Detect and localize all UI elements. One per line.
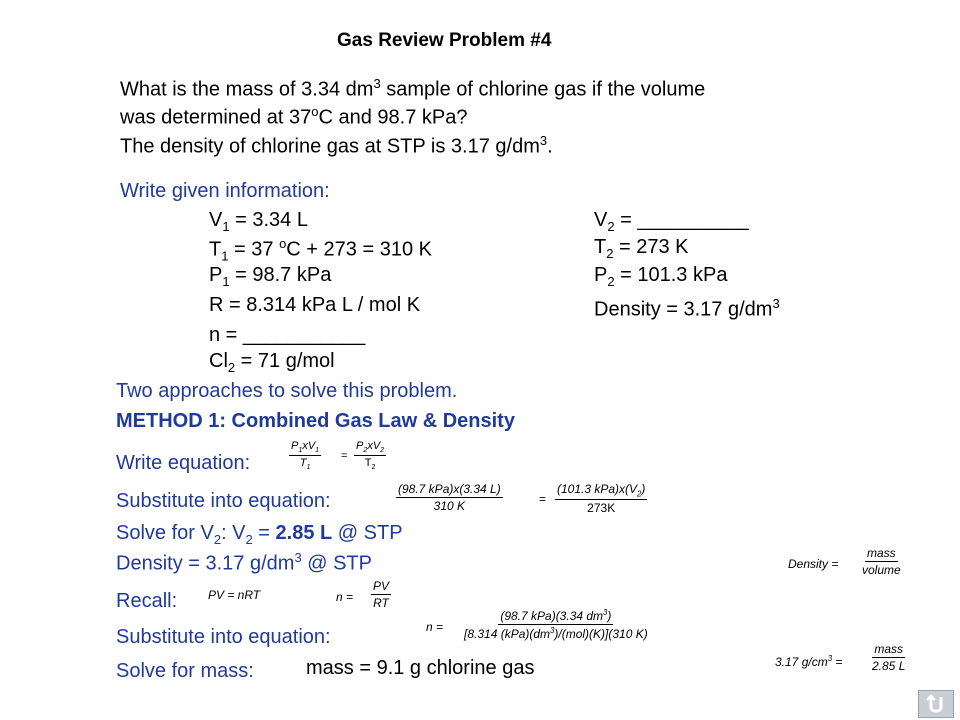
page-title: Gas Review Problem #4 [337,30,552,51]
given-p1: $P_1 = 98.7$ kPa [209,264,332,289]
density-formula-fraction: mass volume [862,546,901,577]
write-equation-label: Write equation: [116,452,251,474]
mass-formula-label: 3.17 $g/cm^3$ = [775,654,843,669]
given-cl2: $Cl_2 = 71$ g/mol [209,350,335,375]
given-density: Density = 3.17 $g/dm^3$ [594,296,780,321]
given-t1: $T_1 = 37$ $^o$C + 273 = 310 K [209,236,432,264]
return-button[interactable] [918,690,954,718]
density-stp-line: Density = 3.17 $g/dm^3$ @ STP [116,550,372,575]
given-p2: $P_2 = 101.3$ kPa [594,264,728,289]
method-1-heading: METHOD 1: Combined Gas Law & Density [116,410,515,432]
recall-n-fraction: $\frac{PV}{RT}$ [373,579,390,610]
given-heading: Write given information: [120,180,330,202]
recall-label: Recall: [116,590,178,612]
approaches-text: Two approaches to solve this problem. [116,380,458,402]
density-formula-label: Density = [788,557,839,571]
given-v2: $V_2$ = __________ [594,209,749,234]
recall-n-label: n = [336,590,354,604]
solve-v2-line: Solve for $V_2$: $V_2 = 2.85$ L @ STP [116,522,403,547]
substitute-2-fraction: (98.7 kPa)(3.34 $dm^3$) [8.314 $(kPa)(dm^3)/(mol)(K)](310$ K) [464,608,648,641]
given-t2: $T_2 = 273$ K [594,236,689,261]
substitute-2-n-equals: n = [426,620,444,634]
substitute-1-equals: = [539,492,547,506]
substitute-1-lhs: (98.7 kPa)x(3.34 L) 310 K [398,482,501,513]
ideal-gas-law: PV = nRT [208,588,261,602]
substitute-label-2: Substitute into equation: [116,626,331,648]
question-line-1: What is the mass of 3.34 $dm^3$ sample of chlorine gas if the volume [120,76,706,101]
question-line-3: The density of chlorine gas at STP is 3.17 $g/dm^3$. [120,133,553,158]
combined-law-lhs: $\frac{P_1xV_1}{T_1}$ [291,440,320,472]
mass-formula-fraction: mass 2.85 L [872,642,906,673]
combined-law-rhs: $\frac{P_2xV_2}{T_2}$ [356,440,385,472]
substitute-label-1: Substitute into equation: [116,490,331,512]
given-n: n = ___________ [209,324,366,346]
mass-result: mass = 9.1 g chlorine gas [306,657,535,679]
return-arrow-icon [924,694,948,714]
solve-mass-label: Solve for mass: [116,660,254,682]
question-line-2: was determined at 37$^o$C and 98.7 kPa? [120,104,468,129]
given-v1: $V_1 = 3.34$ L [209,209,308,234]
given-r: R = 8.314 kPa L / mol K [209,294,421,316]
combined-law-equals: = [341,450,348,462]
substitute-1-rhs: (101.3 $kPa)x(V_2)$ 273K [557,482,646,516]
